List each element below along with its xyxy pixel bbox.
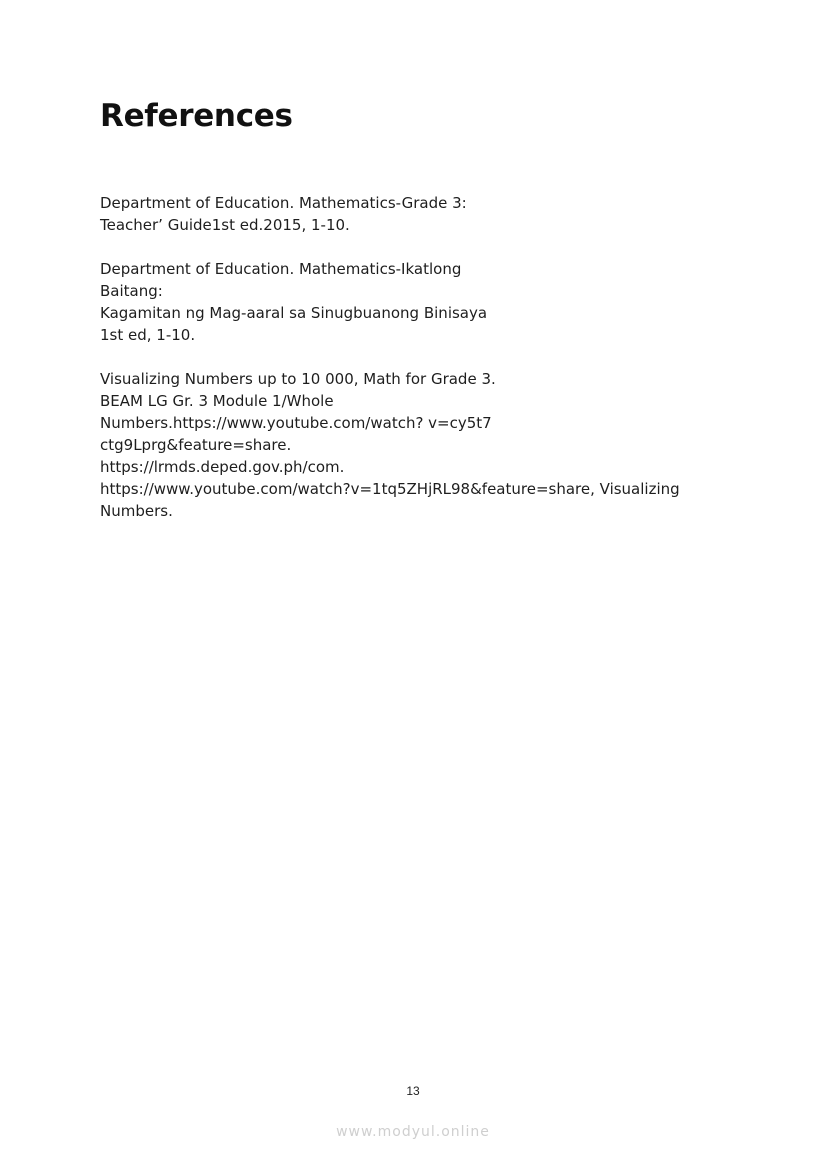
reference-line: ctg9Lprg&feature=share.	[100, 436, 292, 454]
page-number: 13	[406, 1084, 420, 1098]
reference-line: Numbers.	[100, 502, 173, 520]
reference-line: Baitang:	[100, 282, 163, 300]
page-title: References	[100, 98, 293, 134]
reference-line: https://lrmds.deped.gov.ph/com.	[100, 458, 345, 476]
reference-line: https://www.youtube.com/watch?v=1tq5ZHjRL98&feature=share, Visualizing	[100, 480, 680, 498]
reference-line: 1st ed, 1-10.	[100, 326, 196, 344]
reference-entry-1	[100, 192, 740, 236]
reference-line: BEAM LG Gr. 3 Module 1/Whole	[100, 392, 334, 410]
reference-line: Department of Education. Mathematics-Ikatlong	[100, 260, 462, 278]
reference-line: Teacher’ Guide1st ed.2015, 1-10.	[100, 216, 350, 234]
reference-line: Kagamitan ng Mag-aaral sa Sinugbuanong Binisaya	[100, 304, 488, 322]
watermark: www.modyul.online	[336, 1124, 490, 1140]
reference-entry-2	[100, 258, 740, 346]
reference-line: Numbers.https://www.youtube.com/watch? v=cy5t7	[100, 414, 492, 432]
reference-line: Visualizing Numbers up to 10 000, Math for Grade 3.	[100, 370, 496, 388]
reference-entry-3	[100, 368, 740, 522]
reference-line: Department of Education. Mathematics-Grade 3:	[100, 194, 467, 212]
references-list	[100, 192, 740, 544]
